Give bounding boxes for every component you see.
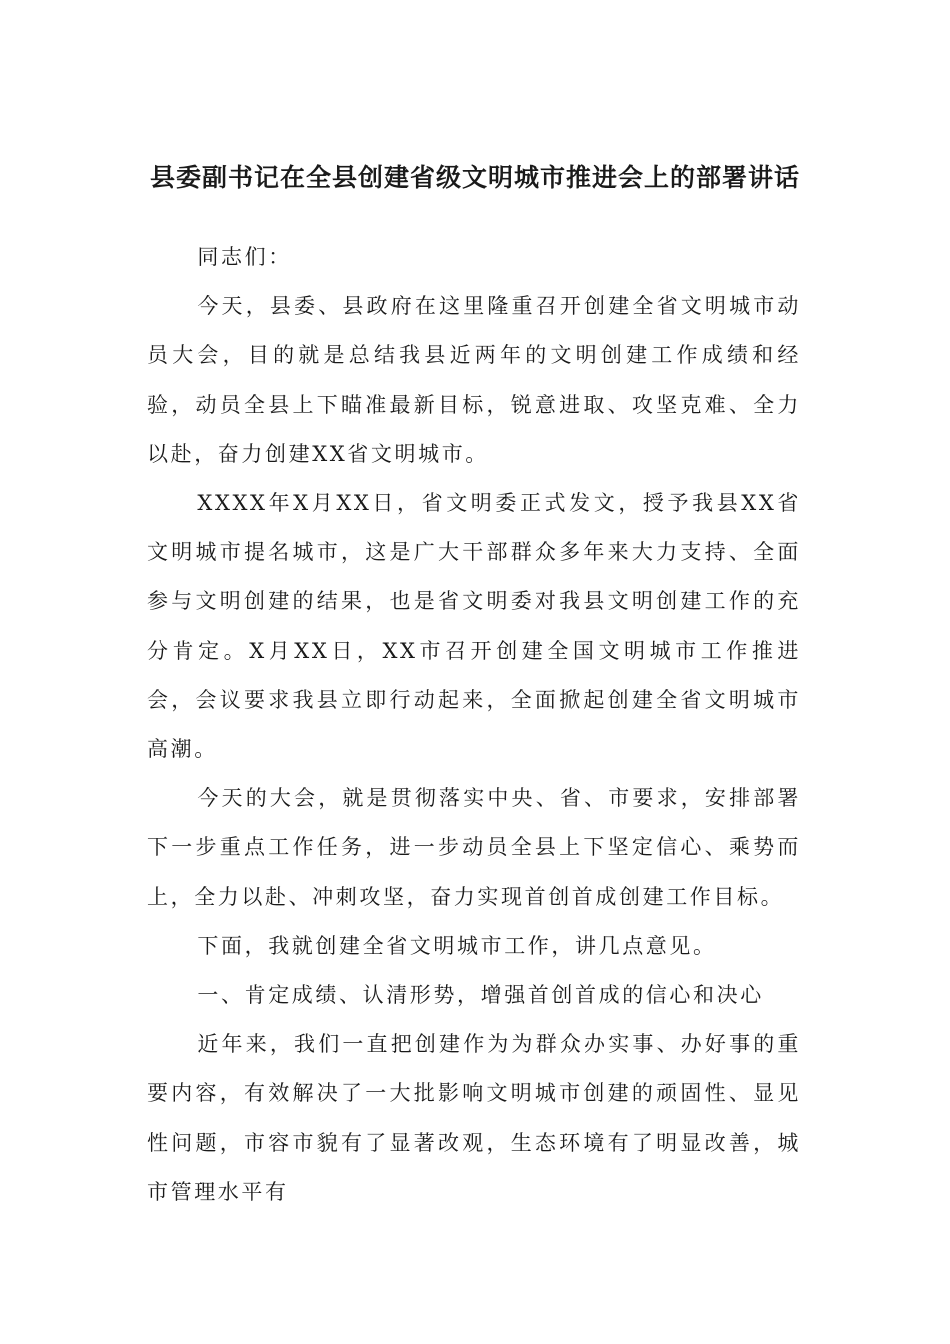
paragraph-nomination: XXXX年X月XX日，省文明委正式发文，授予我县XX省文明城市提名城市，这是广大干部群众多年来大力支持、全面参与文明创建的结果，也是省文明委对我县文明创建工作的充分肯定。X月XX日，XX市召开创建全国文明城市工作推进会，会议要求我县立即行动起来，全面掀起创建全省文明城市高潮。 xyxy=(147,491,801,762)
document-body xyxy=(147,233,801,1217)
paragraph-transition: 下面，我就创建全省文明城市工作，讲几点意见。 xyxy=(197,933,717,958)
paragraph-purpose: 今天的大会，就是贯彻落实中央、省、市要求，安排部署下一步重点工作任务，进一步动员全县上下坚定信心、乘势而上，全力以赴、冲刺攻坚，奋力实现首创首成创建工作目标。 xyxy=(147,786,801,909)
paragraph-achievements: 近年来，我们一直把创建作为为群众办实事、办好事的重要内容，有效解决了一大批影响文明城市创建的顽固性、显见性问题，市容市貌有了显著改观，生态环境有了明显改善，城市管理水平有 xyxy=(147,1032,801,1204)
salutation: 同志们： xyxy=(197,245,292,269)
document-title: 县委副书记在全县创建省级文明城市推进会上的部署讲话 xyxy=(149,163,800,192)
paragraph-opening: 今天，县委、县政府在这里隆重召开创建全省文明城市动员大会，目的就是总结我县近两年的文明创建工作成绩和经验，动员全县上下瞄准最新目标，锐意进取、攻坚克难、全力以赴，奋力创建XX省文明城市。 xyxy=(147,294,801,466)
section-heading-1: 一、肯定成绩、认清形势，增强首创首成的信心和决心 xyxy=(197,983,764,1008)
